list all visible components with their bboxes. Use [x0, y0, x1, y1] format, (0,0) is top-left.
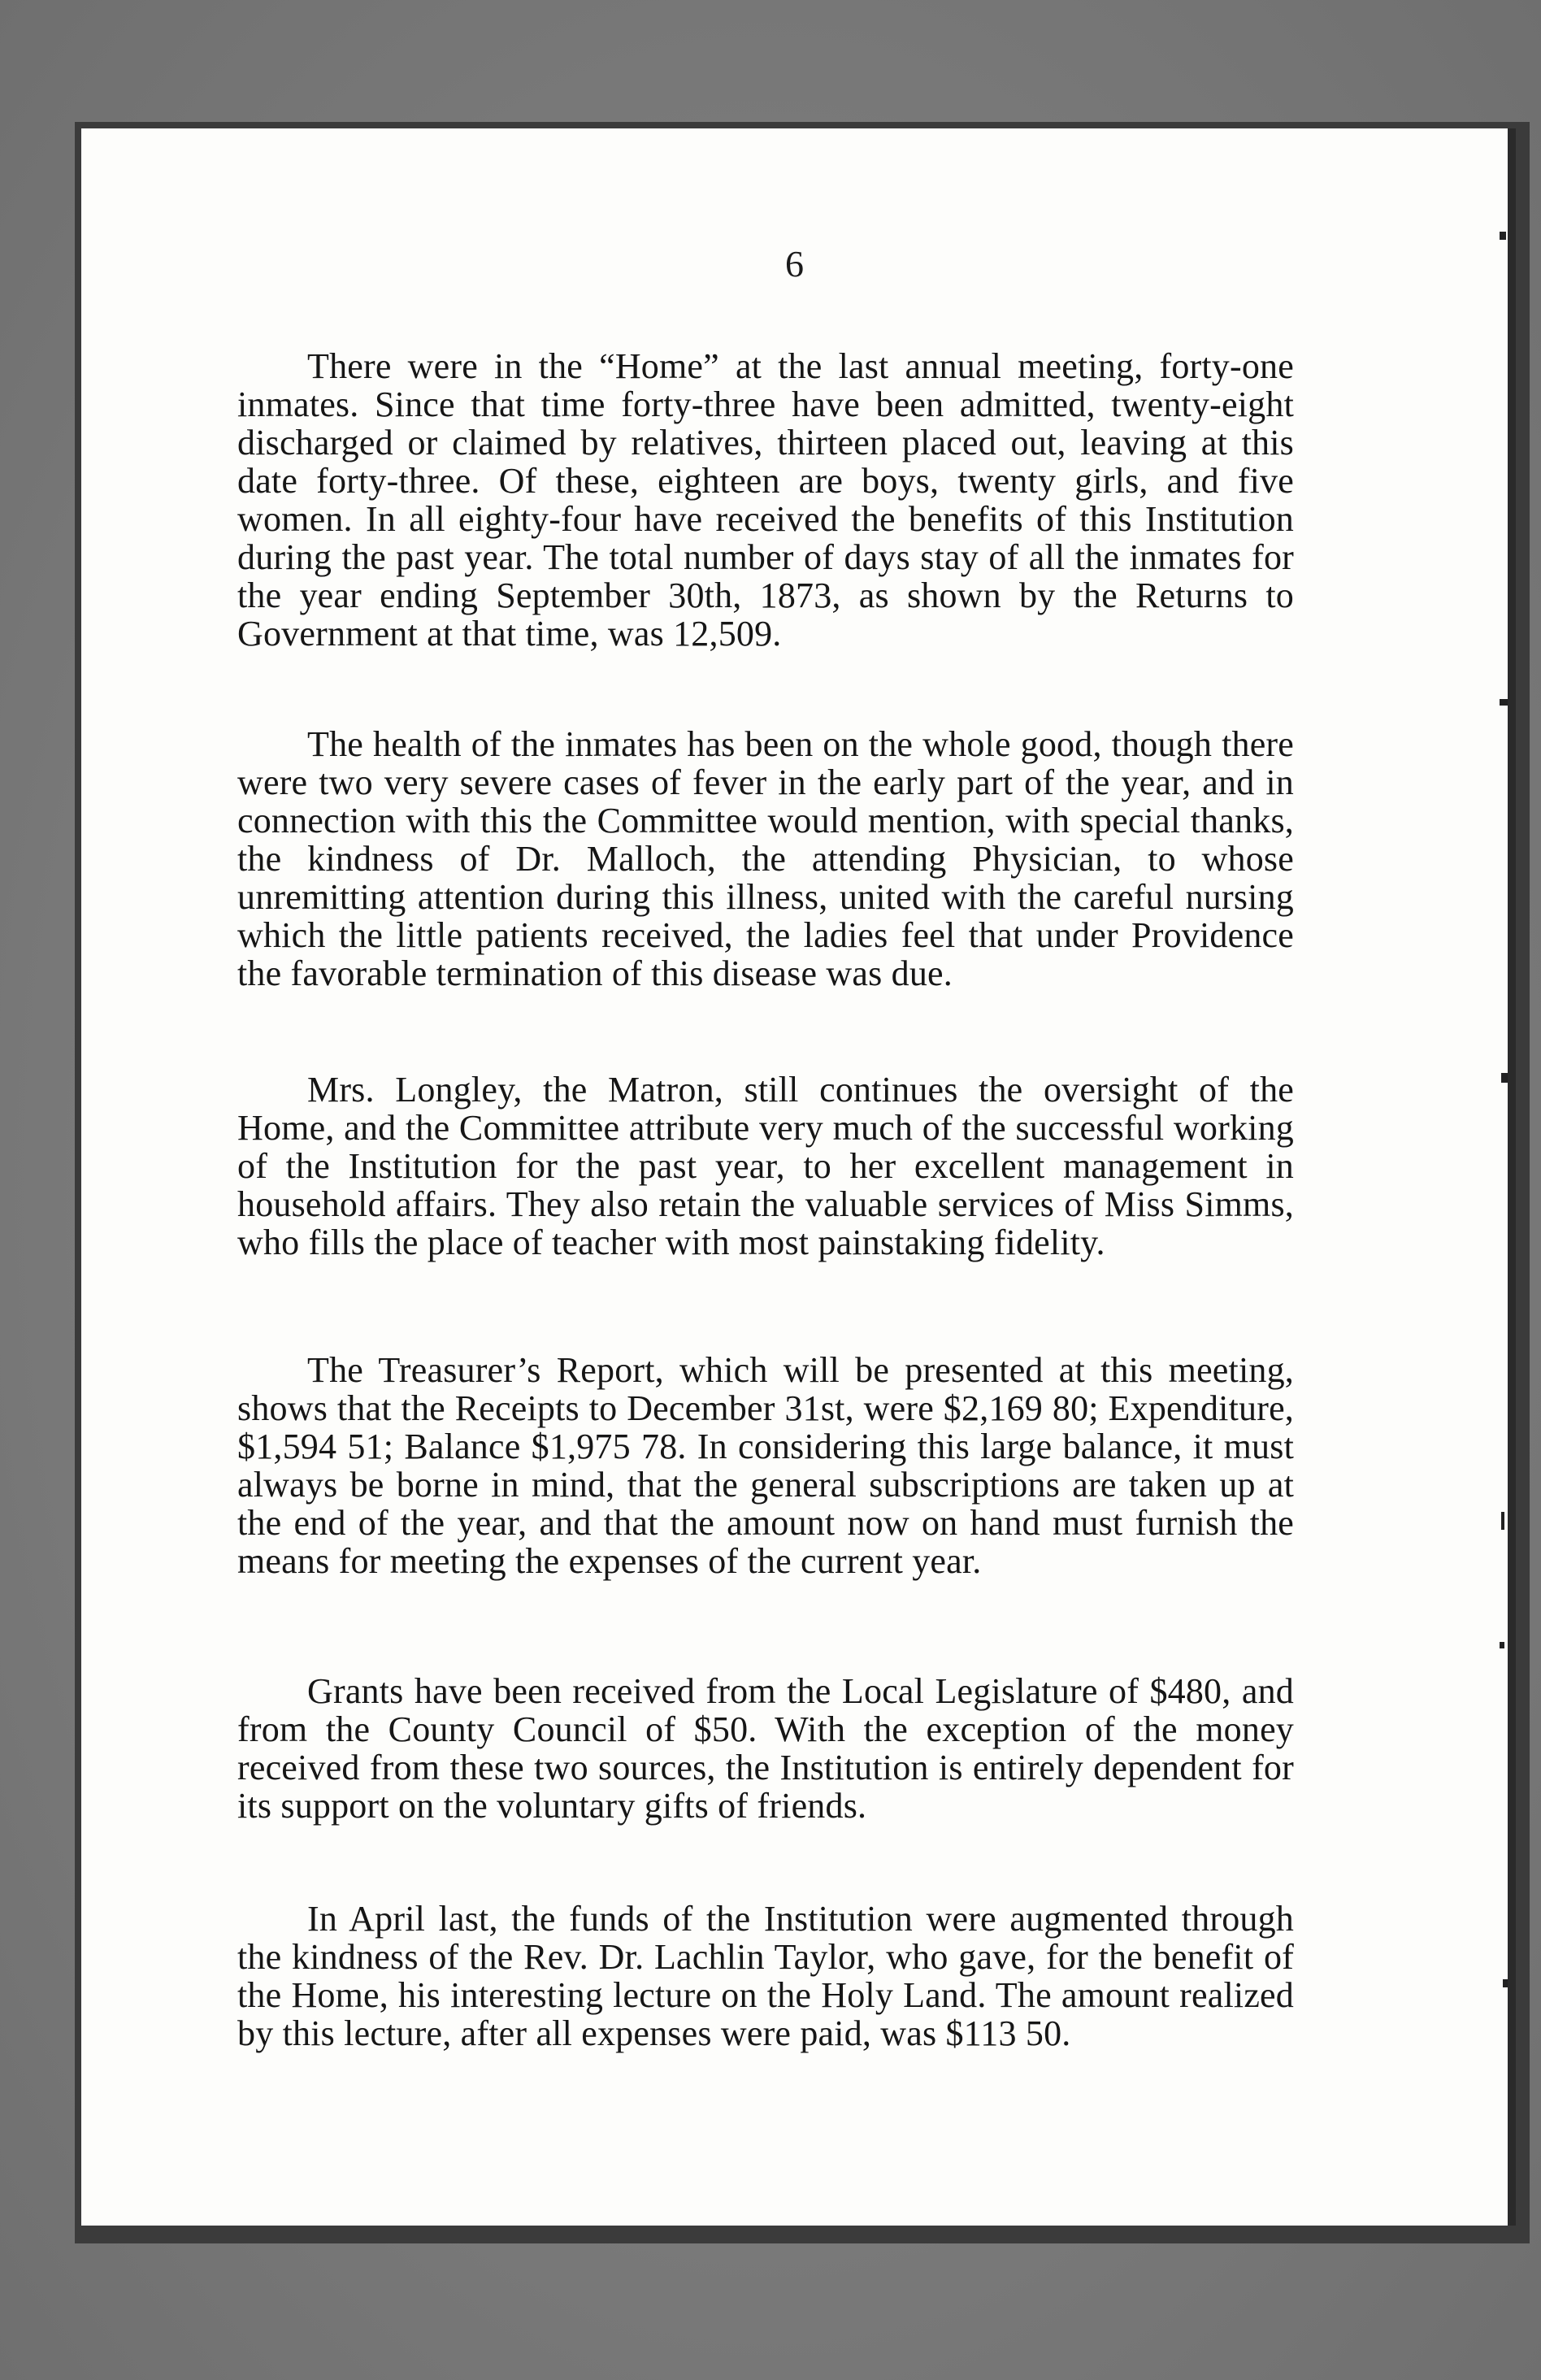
edge-mark — [1503, 1979, 1508, 1987]
paragraph-treasurer-report: The Treasurer’s Report, which will be presented at this meeting, shows that the Receipts to December 31st, were $2,169 80; Expenditure, $1,594 51; Balance $1,975 78. In considering this large balance, it must always be borne in mind, that the general subscriptions are taken up at the end of the year, and that the amount now on hand must furnish the means for meeting the expenses of the current year. — [237, 1350, 1294, 1581]
edge-mark — [1501, 1512, 1504, 1530]
paragraph-health: The health of the inmates has been on the whole good, though there were two very severe cases of fever in the early part of the year, and in connection with this the Committee would mention, with special thanks, the kindness of Dr. Malloch, the attending Physician, to whose unremitting attention during this illness, united with the careful nursing which the little patients received, the ladies feel that under Providence the favorable termination of this disease was due. — [237, 724, 1294, 993]
edge-mark — [1500, 232, 1506, 240]
edge-mark — [1501, 1073, 1508, 1083]
document-page — [81, 128, 1516, 2226]
paragraph-lecture: In April last, the funds of the Institution were augmented through the kindness of the Rev. Dr. Lachlin Taylor, who gave, for the benefit of the Home, his interesting lecture on the Holy Land. The amount realized by this lecture, after all expenses were paid, was $113 50. — [237, 1899, 1294, 2053]
page-edge-marks — [1443, 130, 1475, 2227]
paragraph-matron: Mrs. Longley, the Matron, still continues the oversight of the Home, and the Committee attribute very much of the successful working of the Institution for the past year, to her excellent management in household affairs. They also retain the valuable services of Miss Simms, who fills the place of teacher with most painstaking fidelity. — [237, 1070, 1294, 1262]
page-number: 6 — [785, 243, 804, 284]
paragraph-grants: Grants have been received from the Local Legislature of $480, and from the County Council of $50. With the exception of the money received from these two sources, the Institution is entirely dependent for its support on the voluntary gifts of friends. — [237, 1671, 1294, 1826]
paragraph-inmates: There were in the “Home” at the last annual meeting, forty-one inmates. Since that time forty-three have been admitted, twenty-eight discharged or claimed by relatives, thirteen placed out, leaving at this date forty-three. Of these, eighteen are boys, twenty girls, and five women. In all eighty-four have received the benefits of this Institution during the past year. The total number of days stay of all the inmates for the year ending September 30th, 1873, as shown by the Returns to Government at that time, was 12,509. — [237, 346, 1294, 654]
edge-mark — [1500, 699, 1508, 706]
edge-mark — [1500, 1642, 1504, 1648]
